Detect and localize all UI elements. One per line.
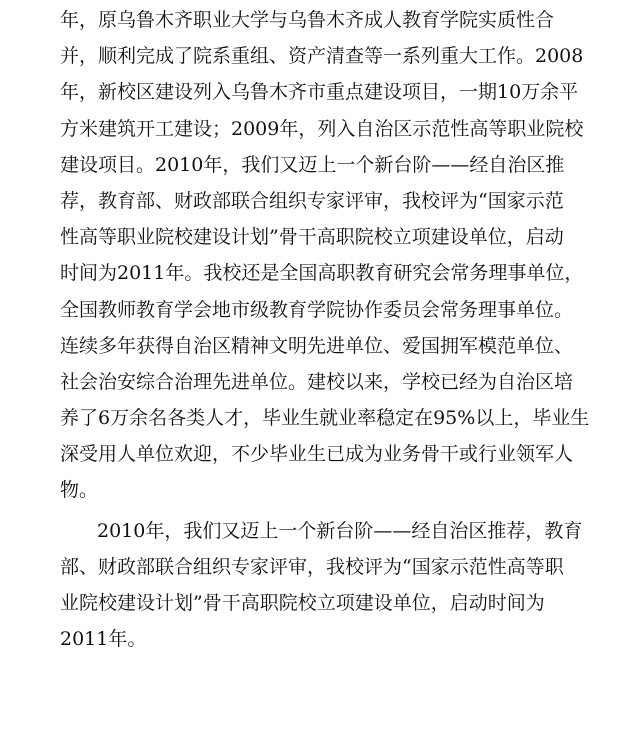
text-line: 2011年。: [60, 628, 147, 651]
text-line: 部、财政部联合组织专家评审，我校评为“国家示范性高等职: [60, 555, 564, 578]
text-line: 养了6万余名各类人才，毕业生就业率稳定在95%以上，毕业生: [60, 407, 590, 430]
text-line: 业院校建设计划”骨干高职院校立项建设单位，启动时间为: [60, 592, 545, 614]
paragraph-2: [60, 513, 620, 658]
text-line: 荐，教育部、财政部联合组织专家评审，我校评为“国家示范: [60, 189, 564, 212]
text-line: 性高等职业院校建设计划”骨干高职院校立项建设单位，启动: [60, 226, 564, 249]
text-line: 深受用人单位欢迎，不少毕业生已成为业务骨干或行业领军人: [60, 443, 574, 466]
text-line: 建设项目。2010年，我们又迈上一个新台阶——经自治区推: [60, 153, 565, 176]
text-line: 连续多年获得自治区精神文明先进单位、爱国拥军模范单位、: [60, 334, 574, 357]
document-body: [60, 2, 620, 657]
text-line: 时间为2011年。我校还是全国高职教育研究会常务理事单位，: [60, 262, 584, 285]
text-line: 并，顺利完成了院系重组、资产清查等一系列重大工作。2008: [60, 45, 584, 68]
text-line: 2010年，我们又迈上一个新台阶——经自治区推荐，教育: [97, 519, 583, 542]
text-line: 社会治安综合治理先进单位。建校以来，学校已经为自治区培: [60, 370, 574, 393]
text-line: 年，原乌鲁木齐职业大学与乌鲁木齐成人教育学院实质性合: [60, 9, 555, 31]
text-line: 全国教师教育学会地市级教育学院协作委员会常务理事单位。: [60, 298, 574, 321]
text-line: 年，新校区建设列入乌鲁木齐市重点建设项目，一期10万余平: [60, 81, 579, 104]
text-line: 物。: [60, 479, 99, 502]
text-line: 方米建筑开工建设；2009年，列入自治区示范性高等职业院校: [60, 117, 584, 140]
paragraph-1: [60, 2, 620, 509]
